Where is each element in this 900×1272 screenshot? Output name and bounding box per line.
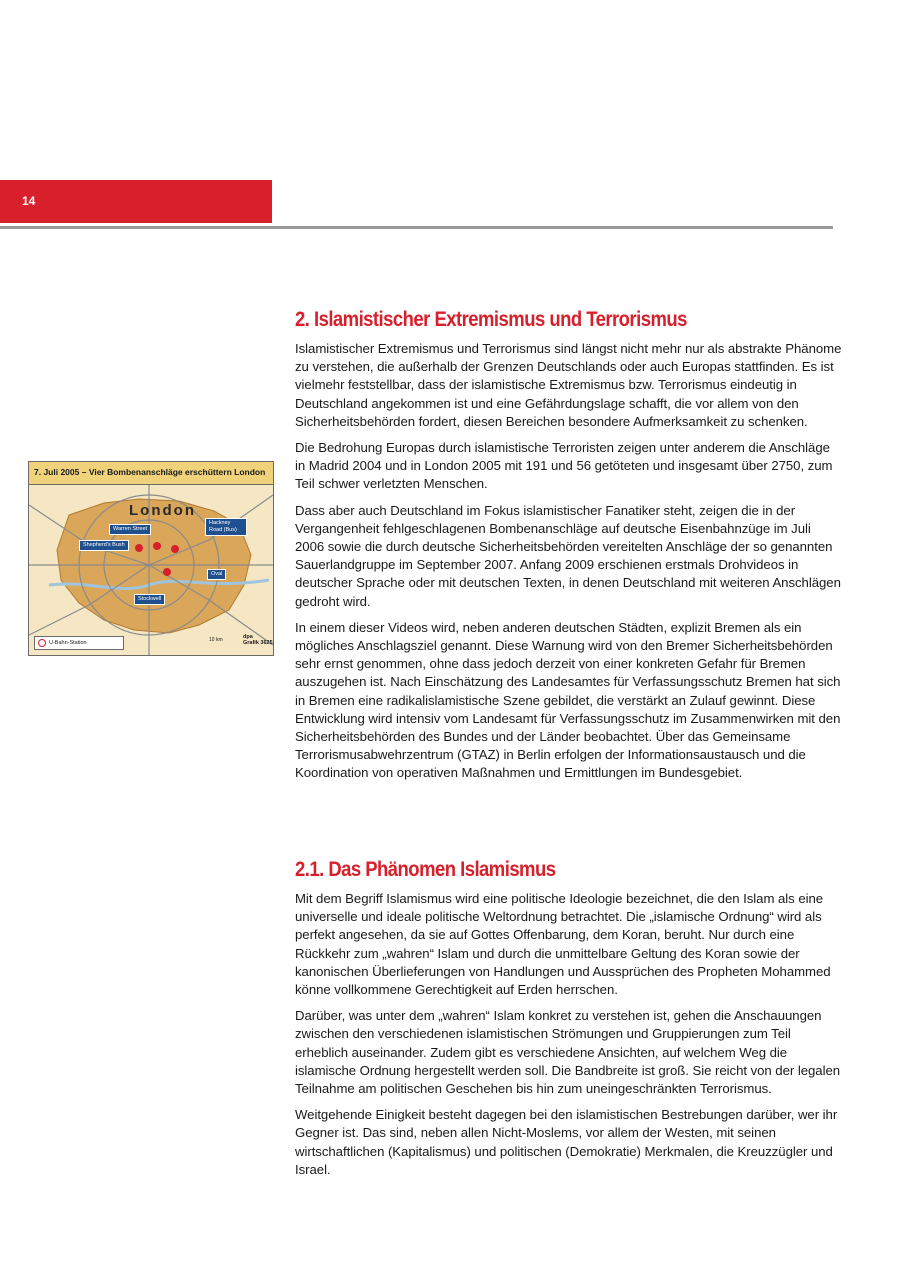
station-label: Shepherd's Bush	[79, 540, 129, 551]
section-heading: 2. Islamistischer Extremismus und Terrorismus	[295, 308, 687, 331]
header-rule	[0, 226, 833, 229]
paragraph: Weitgehende Einigkeit besteht dagegen bei den islamistischen Bestrebungen darüber, wer ihr Gegner ist. Das sind, neben allen Nicht-Moslems, vor allem der Westen, mit seinen wirtschaftlichen (Kapitalismus) und politischen (Demokratie) Merkmalen, die Kreuzzügler und Israel.	[295, 1107, 838, 1177]
paragraph: Mit dem Begriff Islamismus wird eine politische Ideologie bezeichnet, die den Islam als eine universelle und ideale politische Weltordnung betrachtet. Die „islamische Ordnung“ wird als perfekt angesehen, da sie auf Gottes Offenbarung, dem Koran, beruht. Nur durch eine Rückkehr zum „wahren“ Islam und durch die unmittelbare Geltung des Koran sowie der kanonischen Überlieferungen von Handlungen und Aussprüchen des Propheten Mohammed könne vollkommene Gerechtigkeit auf Erden herrschen.	[295, 891, 831, 998]
section-islamism	[295, 858, 843, 1179]
paragraph: In einem dieser Videos wird, neben anderen deutschen Städten, explizit Bremen als ein mögliches Anschlagsziel genannt. Diese Warnung wird von den Bremer Sicherheitsbehörden sehr ernst genommen, ohne dass jedoch derzeit von einer konkreten Gefahr für Bremen auszugehen ist. Nach Einschätzung des Landesamtes für Verfassungsschutz Bremen hat sich in Bremen eine radikalislamistische Szene gebildet, die verstärkt an Zulauf gewinnt. Diese Entwicklung wird intensiv vom Landesamt für Verfassungsschutz im Zusammenwirken mit den Sicherheitsbehörden des Bundes und der Länder beobachtet. Über das Gemeinsame Terrorismusabwehrzentrum (GTAZ) in Berlin erfolgen der Informationsaustausch und die Koordination von operativen Maßnahmen und Ermittlungen im Bundesgebiet.	[295, 619, 841, 781]
credit-graphic: Grafik 3625	[243, 640, 273, 646]
map-header	[29, 462, 273, 485]
map-credit	[243, 634, 273, 646]
credit-agency: dpa	[243, 634, 253, 640]
u-bahn-icon	[38, 639, 46, 647]
paragraph: Dass aber auch Deutschland im Fokus islamistischer Fanatiker steht, zeigen die in der Vergangenheit fehlgeschlagenen Bombenanschläge auf deutsche Eisenbahnzüge im Juli 2006 sowie die durch deutsche Sicherheitsbehörden vereitelten Anschläge der so genannten Sauerlandgruppe im September 2007. Anfang 2009 erschienen erstmals Drohvideos in deutscher Sprache oder mit deutschen Texten, in denen Deutschland mit weiteren Anschlägen gedroht wird.	[295, 502, 841, 609]
blast-marker	[153, 542, 161, 550]
station-label: Oval	[207, 569, 226, 580]
map-city-label: London	[129, 502, 196, 519]
map-title: 7. Juli 2005 – Vier Bombenanschläge erschüttern London	[34, 467, 266, 477]
section-heading: 2.1. Das Phänomen Islamismus	[295, 858, 556, 881]
london-bombing-map	[28, 461, 274, 656]
blast-marker	[163, 568, 171, 576]
paragraph: Die Bedrohung Europas durch islamistische Terroristen zeigen unter anderem die Anschläge in Madrid 2004 und in London 2005 mit 191 und 56 getöteten und insgesamt über 2750, zum Teil schwer verletzten Menschen.	[295, 440, 833, 492]
section-extremism	[295, 308, 843, 783]
legend-label: U-Bahn-Station	[49, 640, 87, 646]
map-legend	[34, 636, 124, 650]
station-label: Warren Street	[109, 524, 151, 535]
page-number-tab	[0, 180, 272, 223]
paragraph: Islamistischer Extremismus und Terrorismus sind längst nicht mehr nur als abstrakte Phänome zu verstehen, die außerhalb der Grenzen Deutschlands oder auch Europas stattfinden. Es ist vielmehr feststellbar, dass der islamistische Extremismus bzw. Terrorismus eindeutig in Deutschland angekommen ist und eine Gefährdungslage schafft, die vor allem von den Sicherheitsbehörden fordert, diesen Bereichen besondere Aufmerksamkeit zu schenken.	[295, 341, 842, 429]
scale-label: 10 km	[209, 637, 223, 643]
station-label: Hackney Road (Bus)	[205, 518, 247, 536]
station-label: Stockwell	[134, 594, 165, 605]
page-number: 14	[22, 194, 36, 208]
paragraph: Darüber, was unter dem „wahren“ Islam konkret zu verstehen ist, gehen die Anschauungen zwischen den verschiedenen islamistischen Strömungen und Gruppierungen zum Teil erheblich auseinander. Zudem gibt es verschiedene Ansichten, auf welchem Weg die islamische Ordnung hergestellt werden soll. Die Bandbreite ist groß. Sie reicht von der legalen Teilnahme am politischen Geschehen bis hin zum uneingeschränkten Terrorismus.	[295, 1008, 841, 1097]
blast-marker	[171, 545, 179, 553]
blast-marker	[135, 544, 143, 552]
